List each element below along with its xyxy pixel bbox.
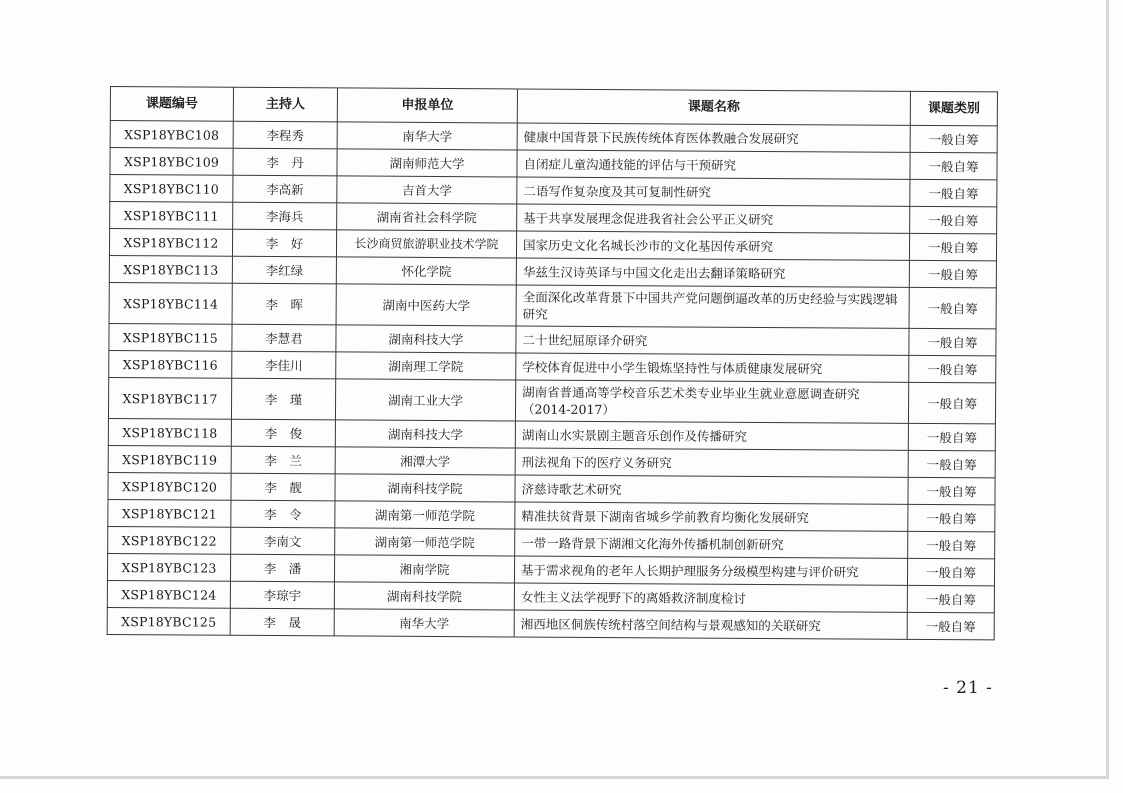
cell-code: XSP18YBC124 bbox=[107, 580, 230, 608]
cell-category: 一般自筹 bbox=[909, 260, 996, 288]
cell-host: 李佳川 bbox=[232, 351, 336, 379]
cell-category: 一般自筹 bbox=[909, 355, 996, 383]
cell-topic: 全面深化改革背景下中国共产党问题倒逼改革的历史经验与实践逻辑研究 bbox=[516, 285, 909, 328]
cell-category: 一般自筹 bbox=[908, 477, 995, 505]
table-row bbox=[107, 607, 994, 639]
cell-unit: 湖南工业大学 bbox=[335, 379, 515, 421]
header-unit: 申报单位 bbox=[337, 88, 517, 123]
cell-category: 一般自筹 bbox=[907, 585, 994, 613]
cell-host: 李 令 bbox=[231, 500, 335, 528]
cell-unit: 湖南省社会科学院 bbox=[337, 203, 517, 231]
cell-topic: 湘西地区侗族传统村落空间结构与景观感知的关联研究 bbox=[514, 610, 907, 639]
cell-unit: 湘南学院 bbox=[334, 555, 514, 583]
cell-category: 一般自筹 bbox=[908, 504, 995, 532]
cell-code: XSP18YBC122 bbox=[108, 526, 231, 554]
cell-topic: 国家历史文化名城长沙市的文化基因传承研究 bbox=[516, 231, 909, 260]
cell-code: XSP18YBC112 bbox=[109, 229, 232, 257]
cell-code: XSP18YBC113 bbox=[109, 255, 232, 283]
cell-topic: 精准扶贫背景下湖南省城乡学前教育均衡化发展研究 bbox=[515, 502, 908, 531]
cell-host: 李 潘 bbox=[230, 554, 334, 582]
cell-topic: 学校体育促进中小学生锻炼坚持性与体质健康发展研究 bbox=[516, 353, 909, 382]
cell-host: 李南文 bbox=[231, 527, 335, 555]
cell-code: XSP18YBC125 bbox=[107, 607, 230, 635]
cell-unit: 湖南科技学院 bbox=[334, 582, 514, 610]
cell-category: 一般自筹 bbox=[909, 233, 996, 261]
cell-topic: 湖南山水实景剧主题音乐创作及传播研究 bbox=[515, 421, 908, 450]
cell-unit: 湖南科技大学 bbox=[335, 420, 515, 448]
cell-category: 一般自筹 bbox=[910, 125, 997, 153]
cell-category: 一般自筹 bbox=[910, 206, 997, 234]
cell-host: 李 好 bbox=[232, 229, 336, 257]
cell-unit: 南华大学 bbox=[337, 122, 517, 150]
cell-host: 李 晟 bbox=[230, 608, 334, 636]
cell-host: 李海兵 bbox=[233, 202, 337, 230]
cell-unit: 湖南理工学院 bbox=[336, 352, 516, 380]
cell-unit: 湖南师范大学 bbox=[337, 149, 517, 177]
table-header-row bbox=[110, 87, 997, 126]
cell-unit: 湖南科技学院 bbox=[335, 474, 515, 502]
cell-category: 一般自筹 bbox=[907, 612, 994, 640]
cell-topic: 基于需求视角的老年人长期护理服务分级模型构建与评价研究 bbox=[514, 556, 907, 585]
cell-code: XSP18YBC120 bbox=[108, 472, 231, 500]
cell-host: 李 兰 bbox=[231, 446, 335, 474]
cell-code: XSP18YBC111 bbox=[110, 202, 233, 230]
cell-category: 一般自筹 bbox=[910, 179, 997, 207]
cell-unit: 湖南中医药大学 bbox=[336, 284, 516, 326]
cell-code: XSP18YBC123 bbox=[107, 553, 230, 581]
cell-code: XSP18YBC121 bbox=[108, 499, 231, 527]
cell-code: XSP18YBC110 bbox=[110, 175, 233, 203]
cell-host: 李红绿 bbox=[232, 256, 336, 284]
cell-topic: 济慈诗歌艺术研究 bbox=[515, 475, 908, 504]
cell-unit: 湖南科技大学 bbox=[336, 325, 516, 353]
header-topic: 课题名称 bbox=[517, 89, 910, 125]
cell-unit: 长沙商贸旅游职业技术学院 bbox=[336, 230, 516, 258]
cell-host: 李高新 bbox=[233, 175, 337, 203]
header-project-code: 课题编号 bbox=[110, 87, 233, 122]
cell-category: 一般自筹 bbox=[908, 423, 995, 451]
page-edge-shadow bbox=[0, 776, 1109, 779]
header-category: 课题类别 bbox=[910, 91, 997, 126]
cell-topic: 刑法视角下的医疗义务研究 bbox=[515, 448, 908, 477]
table-row bbox=[109, 282, 996, 328]
cell-topic: 二十世纪屈原译介研究 bbox=[516, 326, 909, 355]
cell-category: 一般自筹 bbox=[909, 328, 996, 356]
cell-code: XSP18YBC116 bbox=[109, 350, 232, 378]
cell-category: 一般自筹 bbox=[908, 450, 995, 478]
cell-topic: 华兹生汉诗英译与中国文化走出去翻译策略研究 bbox=[516, 258, 909, 287]
cell-topic: 基于共享发展理念促进我省社会公平正义研究 bbox=[517, 204, 910, 233]
cell-topic: 一带一路背景下湖湘文化海外传播机制创新研究 bbox=[515, 529, 908, 558]
cell-unit: 吉首大学 bbox=[337, 176, 517, 204]
cell-unit: 怀化学院 bbox=[336, 257, 516, 285]
cell-category: 一般自筹 bbox=[910, 152, 997, 180]
cell-code: XSP18YBC117 bbox=[108, 377, 231, 419]
cell-host: 李 丹 bbox=[233, 148, 337, 176]
cell-category: 一般自筹 bbox=[909, 287, 996, 329]
cell-topic: 二语写作复杂度及其可复制性研究 bbox=[517, 177, 910, 206]
cell-topic: 女性主义法学视野下的离婚救济制度检讨 bbox=[514, 583, 907, 612]
cell-category: 一般自筹 bbox=[908, 531, 995, 559]
cell-host: 李程秀 bbox=[233, 121, 337, 149]
cell-unit: 湖南第一师范学院 bbox=[335, 501, 515, 529]
cell-host: 李 俊 bbox=[231, 419, 335, 447]
cell-topic: 健康中国背景下民族传统体育医体教融合发展研究 bbox=[517, 123, 910, 152]
page-number: - 21 - bbox=[943, 678, 993, 698]
header-host: 主持人 bbox=[233, 87, 337, 122]
cell-code: XSP18YBC114 bbox=[109, 282, 232, 324]
cell-unit: 湖南第一师范学院 bbox=[335, 528, 515, 556]
cell-category: 一般自筹 bbox=[908, 382, 995, 424]
cell-host: 李慧君 bbox=[232, 324, 336, 352]
cell-unit: 湘潭大学 bbox=[335, 447, 515, 475]
cell-category: 一般自筹 bbox=[907, 558, 994, 586]
cell-code: XSP18YBC115 bbox=[109, 323, 232, 351]
cell-code: XSP18YBC109 bbox=[110, 148, 233, 176]
cell-code: XSP18YBC119 bbox=[108, 445, 231, 473]
page-edge-shadow bbox=[1106, 0, 1109, 776]
table-row bbox=[108, 377, 995, 423]
cell-host: 李 靓 bbox=[231, 473, 335, 501]
project-list-table bbox=[107, 86, 998, 640]
cell-code: XSP18YBC118 bbox=[108, 418, 231, 446]
cell-topic: 湖南省普通高等学校音乐艺术类专业毕业生就业意愿调查研究（2014-2017） bbox=[515, 380, 908, 423]
cell-host: 李琼宇 bbox=[230, 581, 334, 609]
cell-unit: 南华大学 bbox=[334, 609, 514, 637]
cell-host: 李 晖 bbox=[232, 283, 336, 325]
cell-topic: 自闭症儿童沟通技能的评估与干预研究 bbox=[517, 150, 910, 179]
cell-host: 李 瑾 bbox=[231, 378, 335, 420]
cell-code: XSP18YBC108 bbox=[110, 121, 233, 149]
